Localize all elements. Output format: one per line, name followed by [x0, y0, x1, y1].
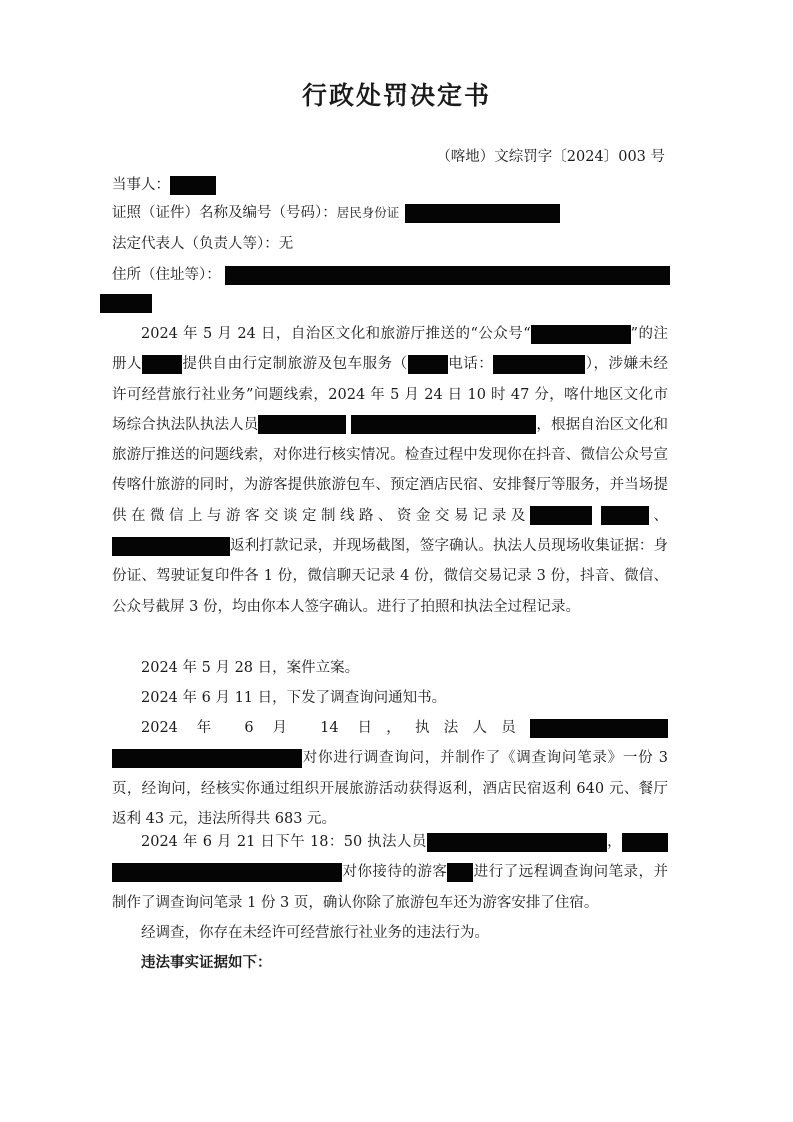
redaction-block	[100, 294, 152, 313]
redaction-block	[112, 749, 302, 768]
redaction-block	[493, 355, 585, 374]
text-span: 返利打款记录，并现场截图，签字确认。执法人员现场收集证据：身份证、驾驶证复印件各 1 份，微信聊天记录 4 份，微信交易记录 3 份，抖音、微信、公众号截屏 3 份，均由你本人签字确认。进行了拍照和执法全过程记录。	[112, 538, 668, 615]
text-span: ”的注册人	[112, 326, 668, 373]
redaction-block	[622, 833, 668, 852]
redaction-block	[351, 415, 536, 434]
text-span: 、	[649, 507, 669, 524]
redaction-block	[225, 266, 670, 285]
redaction-block	[530, 719, 668, 738]
redaction-block	[601, 506, 649, 525]
address-label: 住所（住址等）：	[112, 267, 221, 283]
redaction-block	[170, 176, 216, 195]
paragraph-case-origin	[112, 319, 668, 622]
redaction-block	[447, 863, 473, 882]
redaction-block	[530, 506, 592, 525]
document-title: 行政处罚决定书	[301, 81, 491, 110]
paragraph-inquiry-june-14	[112, 713, 668, 834]
legal-rep-line	[112, 232, 293, 253]
text-span: ，	[606, 834, 622, 850]
text-span: 对你接待的游客	[342, 864, 448, 881]
redaction-block	[531, 325, 631, 344]
legal-rep-value: 无	[278, 236, 294, 252]
text-span: 对你进行调查询问，并制作了《调查询问笔录》一份 3 页，经询问，经核实你通过组织开展旅游活动获得返利，酒店民宿返利 640 元、餐厅返利 43 元，违法所得共 683 元。	[112, 750, 668, 827]
text-span: 提供自由行定制旅游及包车服务（	[182, 356, 408, 373]
id-document-type: 居民身份证	[336, 205, 400, 220]
legal-rep-label: 法定代表人（负责人等）：	[112, 236, 279, 252]
address-line	[112, 263, 670, 285]
paragraph-notice-issued: 2024 年 6 月 11 日，下发了调查询问通知书。	[141, 690, 447, 706]
party-label: 当事人：	[112, 177, 170, 193]
section-heading-evidence: 违法事实证据如下：	[141, 954, 272, 971]
paragraph-conclusion: 经调查，你存在未经许可经营旅行社业务的违法行为。	[141, 925, 489, 941]
redaction-block	[427, 833, 607, 852]
paragraph-case-filed: 2024 年 5 月 28 日，案件立案。	[141, 660, 360, 676]
text-span: ），涉嫌未经许可经营旅行社业务”问题线索，2024 年 5 月 24 日 10 时 47 分，喀什地区文化市场综合执法队执法人员	[112, 356, 669, 433]
redaction-block	[142, 355, 182, 374]
text-span: ，根据自治区文化和旅游厅推送的问题线索，对你进行核实情况。检查过程中发现你在抖音、微信公众号宣传喀什旅游的同时，为游客提供旅游包车、预定酒店民宿、安排餐厅等服务，并当场提供在微信上与游客交谈定制线路、资金交易记录及	[112, 416, 669, 524]
text-span: 进行了远程调查询问笔录，并制作了调查询问笔录 1 份 3 页，确认你除了旅游包车还为游客安排了住宿。	[112, 864, 669, 911]
text-span: 电话：	[447, 356, 494, 373]
redaction-block	[408, 355, 448, 374]
id-document-line	[112, 201, 560, 223]
text-span: 2024 年 6 月 14 日，执法人员	[141, 720, 530, 736]
id-document-label: 证照（证件）名称及编号（号码）：	[112, 205, 337, 221]
document-number: （喀地）文综罚字〔2024〕003 号	[436, 149, 665, 165]
redaction-block	[405, 204, 560, 223]
paragraph-inquiry-june-21	[112, 827, 668, 918]
text-span: 2024 年 5 月 24 日，自治区文化和旅游厅推送的“公众号“	[141, 326, 531, 342]
text-span: 2024 年 6 月 21 日下午 18：50 执法人员	[141, 834, 427, 850]
redaction-block	[258, 415, 346, 434]
party-line	[112, 173, 216, 195]
redaction-block	[112, 537, 230, 556]
redaction-block	[112, 863, 342, 882]
address-continuation	[100, 294, 152, 313]
